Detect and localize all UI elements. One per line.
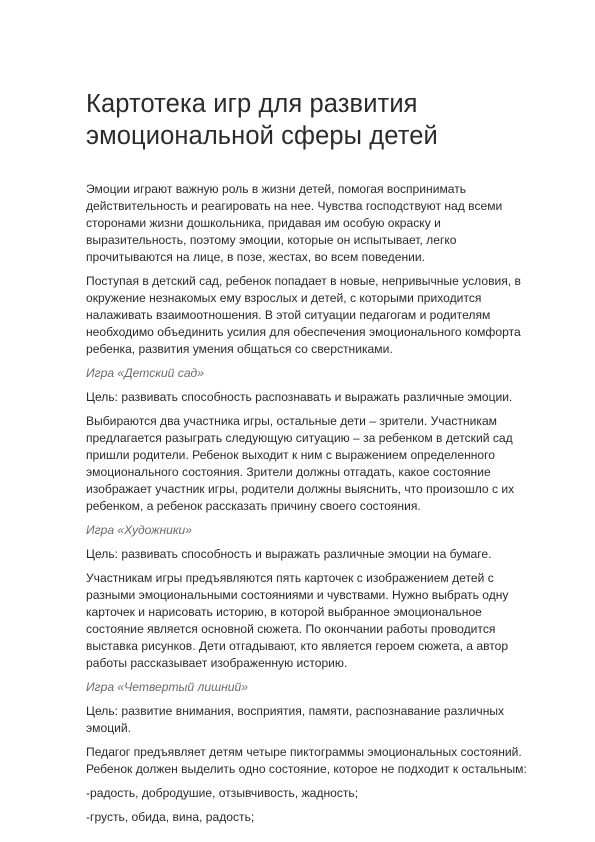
document-page <box>86 88 576 833</box>
list-item: -грусть, обида, вина, радость; <box>86 810 255 824</box>
game-description-kindergarten: Выбираются два участника игры, остальные дети – зрители. Участникам предлагается разыграть следующую ситуацию – за ребенком в детский сад пришли родители. Ребенок выходит к ним с выражением определенного эмоционального состояния. Зрители должны отгадать, какое состояние изображает участник игры, родители должны выяснить, что произошло с их ребенком, а ребенок рассказать причину своего состояния. <box>86 414 515 513</box>
intro-paragraph-2: Поступая в детский сад, ребенок попадает в новые, непривычные условия, в окружение незнакомых ему взрослых и детей, с которыми приходится налаживать взаимоотношения. В этой ситуации педагогам и родителям необходимо объединить усилия для обеспечения эмоционального комфорта ребенка, развития умения общаться со сверстниками. <box>86 274 521 356</box>
game-description-odd-one-out: Педагог предъявляет детям четыре пиктограммы эмоциональных состояний. Ребенок должен выделить одно состояние, которое не подходит к остальным: <box>86 745 527 776</box>
list-item: -радость, добродушие, отзывчивость, жадность; <box>86 786 359 800</box>
game-title-odd-one-out: Игра «Четвертый лишний» <box>86 680 248 694</box>
title-line-2: эмоциональной сферы детей <box>86 122 438 150</box>
document-title <box>86 88 576 152</box>
game-goal-odd-one-out: Цель: развитие внимания, восприятия, памяти, распознавание различных эмоций. <box>86 704 505 735</box>
game-description-artists: Участникам игры предъявляются пять карточек с изображением детей с разными эмоциональными состояниями и чувствами. Нужно выбрать одну карточек и нарисовать историю, в которой выбранное эмоциональное состояние является основной сюжета. По окончании работы проводится выставка рисунков. Дети отгадывают, кто является героем сюжета, а автор работы рассказывает изображенную историю. <box>86 571 509 670</box>
game-goal-artists: Цель: развивать способность и выражать различные эмоции на бумаге. <box>86 547 492 561</box>
title-line-1: Картотека игр для развития <box>86 90 418 118</box>
game-title-artists: Игра «Художники» <box>86 523 193 537</box>
intro-paragraph-1: Эмоции играют важную роль в жизни детей, помогая воспринимать действительность и реагировать на нее. Чувства господствуют над всеми сторонами жизни дошкольника, придавая им особую окраску и выразительность, поэтому эмоции, которые он испытывает, легко прочитываются на лице, в позе, жестах, во всем поведении. <box>86 182 503 264</box>
game-title-kindergarten: Игра «Детский сад» <box>86 366 204 380</box>
game-goal-kindergarten: Цель: развивать способность распознавать и выражать различные эмоции. <box>86 390 513 404</box>
